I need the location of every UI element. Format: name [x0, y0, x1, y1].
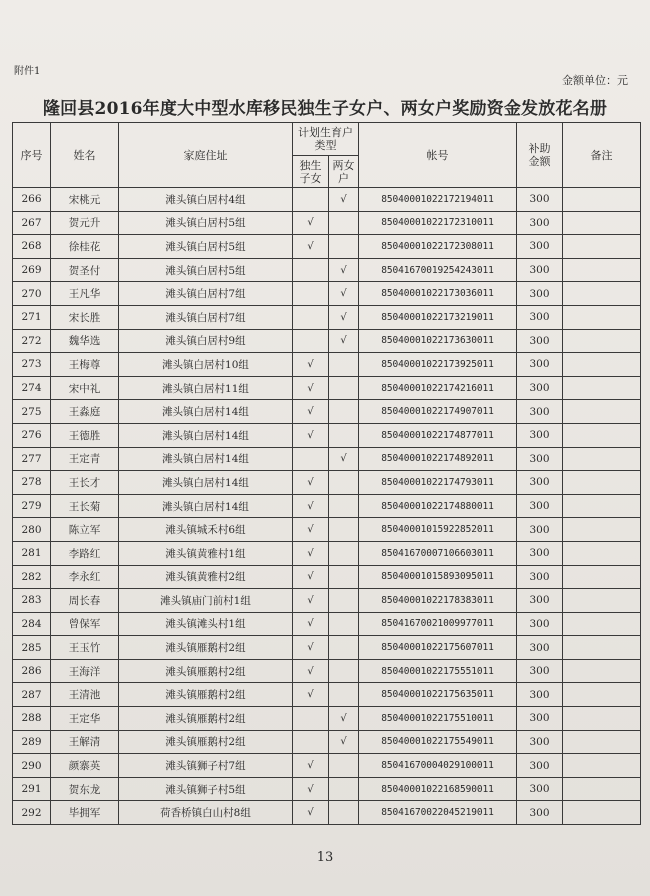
two-daughters-cell: [329, 659, 359, 683]
seq-cell: 275: [13, 400, 51, 424]
name-cell: 王淼庭: [51, 400, 119, 424]
header-subsidy-label: 补助金额: [528, 142, 551, 168]
only-child-cell: √: [293, 494, 329, 518]
name-cell: 王长菊: [51, 494, 119, 518]
amount-cell: 300: [517, 518, 563, 542]
two-daughters-cell: [329, 423, 359, 447]
seq-cell: 282: [13, 565, 51, 589]
header-address: 家庭住址: [119, 123, 293, 188]
address-cell: 滩头镇雁鹅村2组: [119, 636, 293, 660]
address-cell: 滩头镇白居村14组: [119, 423, 293, 447]
name-cell: 王定华: [51, 707, 119, 731]
amount-cell: 300: [517, 353, 563, 377]
name-cell: 李路红: [51, 541, 119, 565]
table-row: [13, 612, 641, 636]
name-cell: 王解清: [51, 730, 119, 754]
address-cell: 滩头镇城禾村6组: [119, 518, 293, 542]
amount-cell: 300: [517, 777, 563, 801]
address-cell: 滩头镇狮子村5组: [119, 777, 293, 801]
only-child-cell: √: [293, 612, 329, 636]
address-cell: 滩头镇雁鹅村2组: [119, 707, 293, 731]
address-cell: 滩头镇白居村10组: [119, 353, 293, 377]
address-cell: 滩头镇白居村5组: [119, 235, 293, 259]
currency-unit-label: 金额单位：元: [562, 74, 628, 87]
only-child-cell: √: [293, 589, 329, 613]
amount-cell: 300: [517, 494, 563, 518]
table-row: [13, 565, 641, 589]
amount-cell: 300: [517, 589, 563, 613]
name-cell: 贺元升: [51, 211, 119, 235]
page-number: 13: [316, 850, 334, 865]
only-child-cell: √: [293, 423, 329, 447]
address-cell: 滩头镇狮子村7组: [119, 754, 293, 778]
amount-cell: 300: [517, 400, 563, 424]
only-child-cell: √: [293, 801, 329, 825]
address-cell: 滩头镇白居村5组: [119, 258, 293, 282]
only-child-cell: [293, 329, 329, 353]
remark-cell: [563, 329, 641, 353]
account-cell: 85040001022173219011: [359, 305, 517, 329]
two-daughters-cell: √: [329, 447, 359, 471]
only-child-cell: √: [293, 565, 329, 589]
table-row: [13, 471, 641, 495]
table-row: [13, 305, 641, 329]
account-cell: 85041670021009977011: [359, 612, 517, 636]
two-daughters-cell: [329, 754, 359, 778]
seq-cell: 272: [13, 329, 51, 353]
address-cell: 滩头镇庙门前村1组: [119, 589, 293, 613]
only-child-cell: √: [293, 235, 329, 259]
header-seq: 序号: [13, 123, 51, 188]
table-row: [13, 754, 641, 778]
amount-cell: 300: [517, 730, 563, 754]
only-child-cell: √: [293, 353, 329, 377]
amount-cell: 300: [517, 636, 563, 660]
remark-cell: [563, 235, 641, 259]
header-only-child: [293, 156, 329, 188]
amount-cell: 300: [517, 423, 563, 447]
remark-cell: [563, 376, 641, 400]
header-two-daughters: [329, 156, 359, 188]
amount-cell: 300: [517, 376, 563, 400]
table-row: [13, 707, 641, 731]
remark-cell: [563, 707, 641, 731]
name-cell: 王梅尊: [51, 353, 119, 377]
account-cell: 85040001022172308011: [359, 235, 517, 259]
table-row: [13, 730, 641, 754]
seq-cell: 278: [13, 471, 51, 495]
account-cell: 85040001022173925011: [359, 353, 517, 377]
address-cell: 滩头镇白居村11组: [119, 376, 293, 400]
header-remarks: 备注: [563, 123, 641, 188]
remark-cell: [563, 305, 641, 329]
account-cell: 85040001022175607011: [359, 636, 517, 660]
two-daughters-cell: √: [329, 188, 359, 212]
two-daughters-cell: √: [329, 730, 359, 754]
table-row: [13, 801, 641, 825]
two-daughters-cell: [329, 400, 359, 424]
amount-cell: 300: [517, 683, 563, 707]
only-child-cell: [293, 305, 329, 329]
seq-cell: 268: [13, 235, 51, 259]
seq-cell: 273: [13, 353, 51, 377]
name-cell: 王凡华: [51, 282, 119, 306]
account-cell: 85040001015922852011: [359, 518, 517, 542]
amount-cell: 300: [517, 659, 563, 683]
two-daughters-cell: √: [329, 258, 359, 282]
seq-cell: 271: [13, 305, 51, 329]
account-cell: 85040001022174880011: [359, 494, 517, 518]
amount-cell: 300: [517, 305, 563, 329]
only-child-cell: [293, 707, 329, 731]
table-row: [13, 423, 641, 447]
remark-cell: [563, 423, 641, 447]
remark-cell: [563, 494, 641, 518]
header-plan-type-label: 计划生育户类型: [298, 126, 353, 152]
account-cell: 85040001022173036011: [359, 282, 517, 306]
amount-cell: 300: [517, 754, 563, 778]
only-child-cell: √: [293, 659, 329, 683]
address-cell: 荷香桥镇白山村8组: [119, 801, 293, 825]
only-child-cell: √: [293, 541, 329, 565]
two-daughters-cell: √: [329, 707, 359, 731]
table-row: [13, 447, 641, 471]
table-row: [13, 636, 641, 660]
two-daughters-cell: [329, 565, 359, 589]
name-cell: 王定青: [51, 447, 119, 471]
table-row: [13, 683, 641, 707]
only-child-cell: [293, 188, 329, 212]
only-child-cell: √: [293, 754, 329, 778]
name-cell: 魏华选: [51, 329, 119, 353]
name-cell: 贺圣付: [51, 258, 119, 282]
remark-cell: [563, 282, 641, 306]
annex-label: 附件1: [14, 66, 41, 77]
name-cell: 王海洋: [51, 659, 119, 683]
only-child-cell: √: [293, 683, 329, 707]
header-only-child-label: 独生子女: [299, 158, 322, 185]
seq-cell: 283: [13, 589, 51, 613]
account-cell: 85041670004029100011: [359, 754, 517, 778]
name-cell: 王长才: [51, 471, 119, 495]
address-cell: 滩头镇白居村14组: [119, 471, 293, 495]
two-daughters-cell: [329, 494, 359, 518]
table-row: [13, 518, 641, 542]
remark-cell: [563, 565, 641, 589]
address-cell: 滩头镇白居村7组: [119, 282, 293, 306]
remark-cell: [563, 400, 641, 424]
remark-cell: [563, 541, 641, 565]
amount-cell: 300: [517, 258, 563, 282]
account-cell: 85040001022175635011: [359, 683, 517, 707]
only-child-cell: √: [293, 376, 329, 400]
two-daughters-cell: [329, 541, 359, 565]
only-child-cell: √: [293, 518, 329, 542]
amount-cell: 300: [517, 188, 563, 212]
seq-cell: 292: [13, 801, 51, 825]
seq-cell: 281: [13, 541, 51, 565]
seq-cell: 267: [13, 211, 51, 235]
remark-cell: [563, 683, 641, 707]
header-account: 帐号: [359, 123, 517, 188]
account-cell: 85040001022174216011: [359, 376, 517, 400]
two-daughters-cell: [329, 235, 359, 259]
table-row: [13, 659, 641, 683]
name-cell: 毕拥军: [51, 801, 119, 825]
table-row: [13, 376, 641, 400]
only-child-cell: √: [293, 777, 329, 801]
remark-cell: [563, 518, 641, 542]
roster-table: [12, 122, 641, 825]
seq-cell: 266: [13, 188, 51, 212]
address-cell: 滩头镇滩头村1组: [119, 612, 293, 636]
address-cell: 滩头镇白居村7组: [119, 305, 293, 329]
name-cell: 贺东龙: [51, 777, 119, 801]
only-child-cell: [293, 258, 329, 282]
address-cell: 滩头镇黄雅村2组: [119, 565, 293, 589]
two-daughters-cell: [329, 211, 359, 235]
address-cell: 滩头镇白居村14组: [119, 494, 293, 518]
two-daughters-cell: [329, 376, 359, 400]
two-daughters-cell: √: [329, 282, 359, 306]
amount-cell: 300: [517, 329, 563, 353]
two-daughters-cell: [329, 801, 359, 825]
amount-cell: 300: [517, 447, 563, 471]
seq-cell: 286: [13, 659, 51, 683]
seq-cell: 289: [13, 730, 51, 754]
table-row: [13, 258, 641, 282]
seq-cell: 290: [13, 754, 51, 778]
table-row: [13, 211, 641, 235]
table-row: [13, 400, 641, 424]
amount-cell: 300: [517, 235, 563, 259]
two-daughters-cell: [329, 777, 359, 801]
account-cell: 85041670019254243011: [359, 258, 517, 282]
address-cell: 滩头镇黄雅村1组: [119, 541, 293, 565]
name-cell: 王玉竹: [51, 636, 119, 660]
name-cell: 王德胜: [51, 423, 119, 447]
remark-cell: [563, 353, 641, 377]
amount-cell: 300: [517, 282, 563, 306]
account-cell: 85041670022045219011: [359, 801, 517, 825]
account-cell: 85040001022175510011: [359, 707, 517, 731]
amount-cell: 300: [517, 612, 563, 636]
address-cell: 滩头镇白居村4组: [119, 188, 293, 212]
two-daughters-cell: [329, 518, 359, 542]
table-row: [13, 188, 641, 212]
seq-cell: 288: [13, 707, 51, 731]
two-daughters-cell: [329, 636, 359, 660]
seq-cell: 291: [13, 777, 51, 801]
amount-cell: 300: [517, 541, 563, 565]
seq-cell: 280: [13, 518, 51, 542]
two-daughters-cell: [329, 683, 359, 707]
seq-cell: 284: [13, 612, 51, 636]
address-cell: 滩头镇白居村5组: [119, 211, 293, 235]
address-cell: 滩头镇白居村14组: [119, 447, 293, 471]
address-cell: 滩头镇雁鹅村2组: [119, 659, 293, 683]
remark-cell: [563, 211, 641, 235]
amount-cell: 300: [517, 211, 563, 235]
name-cell: 曾保军: [51, 612, 119, 636]
name-cell: 李永红: [51, 565, 119, 589]
address-cell: 滩头镇雁鹅村2组: [119, 730, 293, 754]
amount-cell: 300: [517, 801, 563, 825]
seq-cell: 269: [13, 258, 51, 282]
remark-cell: [563, 589, 641, 613]
name-cell: 宋长胜: [51, 305, 119, 329]
remark-cell: [563, 447, 641, 471]
only-child-cell: √: [293, 636, 329, 660]
amount-cell: 300: [517, 565, 563, 589]
only-child-cell: √: [293, 211, 329, 235]
document-title: 隆回县2016年度大中型水库移民独生子女户、两女户奖励资金发放花名册: [42, 99, 608, 119]
remark-cell: [563, 612, 641, 636]
header-plan-type: [293, 123, 359, 156]
only-child-cell: √: [293, 471, 329, 495]
two-daughters-cell: [329, 471, 359, 495]
table-row: [13, 329, 641, 353]
seq-cell: 276: [13, 423, 51, 447]
name-cell: 陈立军: [51, 518, 119, 542]
table-row: [13, 353, 641, 377]
account-cell: 85040001022174877011: [359, 423, 517, 447]
account-cell: 85040001022174907011: [359, 400, 517, 424]
remark-cell: [563, 471, 641, 495]
name-cell: 颜寨英: [51, 754, 119, 778]
remark-cell: [563, 258, 641, 282]
table-row: [13, 541, 641, 565]
name-cell: 王清池: [51, 683, 119, 707]
name-cell: 周长春: [51, 589, 119, 613]
seq-cell: 287: [13, 683, 51, 707]
header-two-daughters-label: 两女户: [332, 158, 355, 185]
name-cell: 宋桃元: [51, 188, 119, 212]
remark-cell: [563, 801, 641, 825]
account-cell: 85040001022173630011: [359, 329, 517, 353]
account-cell: 85041670007106603011: [359, 541, 517, 565]
account-cell: 85040001022175549011: [359, 730, 517, 754]
two-daughters-cell: [329, 612, 359, 636]
remark-cell: [563, 188, 641, 212]
name-cell: 宋中礼: [51, 376, 119, 400]
table-row: [13, 589, 641, 613]
table-row: [13, 282, 641, 306]
remark-cell: [563, 659, 641, 683]
table-row: [13, 777, 641, 801]
header-subsidy: [517, 123, 563, 188]
name-cell: 徐桂花: [51, 235, 119, 259]
account-cell: 85040001022168590011: [359, 777, 517, 801]
seq-cell: 285: [13, 636, 51, 660]
address-cell: 滩头镇白居村9组: [119, 329, 293, 353]
seq-cell: 277: [13, 447, 51, 471]
only-child-cell: √: [293, 400, 329, 424]
seq-cell: 274: [13, 376, 51, 400]
address-cell: 滩头镇白居村14组: [119, 400, 293, 424]
only-child-cell: [293, 282, 329, 306]
two-daughters-cell: [329, 589, 359, 613]
table-row: [13, 494, 641, 518]
seq-cell: 270: [13, 282, 51, 306]
account-cell: 85040001015893095011: [359, 565, 517, 589]
address-cell: 滩头镇雁鹅村2组: [119, 683, 293, 707]
account-cell: 85040001022174892011: [359, 447, 517, 471]
remark-cell: [563, 754, 641, 778]
two-daughters-cell: [329, 353, 359, 377]
only-child-cell: [293, 730, 329, 754]
account-cell: 85040001022172310011: [359, 211, 517, 235]
account-cell: 85040001022172194011: [359, 188, 517, 212]
only-child-cell: [293, 447, 329, 471]
account-cell: 85040001022174793011: [359, 471, 517, 495]
table-row: [13, 235, 641, 259]
remark-cell: [563, 777, 641, 801]
seq-cell: 279: [13, 494, 51, 518]
account-cell: 85040001022178383011: [359, 589, 517, 613]
account-cell: 85040001022175551011: [359, 659, 517, 683]
header-name: 姓名: [51, 123, 119, 188]
amount-cell: 300: [517, 707, 563, 731]
roster-body: [13, 188, 641, 825]
two-daughters-cell: √: [329, 329, 359, 353]
remark-cell: [563, 730, 641, 754]
remark-cell: [563, 636, 641, 660]
amount-cell: 300: [517, 471, 563, 495]
two-daughters-cell: √: [329, 305, 359, 329]
